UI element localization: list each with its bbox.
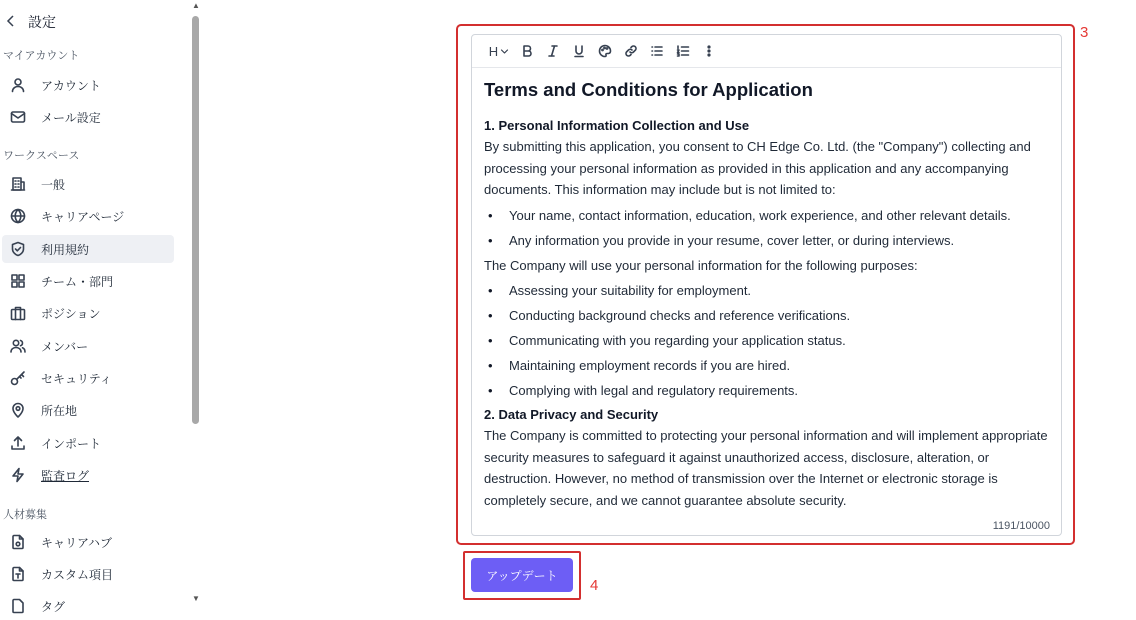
color-button[interactable] (592, 40, 618, 62)
zap-icon (10, 467, 26, 483)
key-icon (10, 370, 26, 386)
sidebar-item-account[interactable] (2, 71, 174, 99)
sidebar-item-label: セキュリティ (41, 371, 112, 386)
mail-icon (10, 109, 26, 125)
more-options-button[interactable] (696, 40, 722, 62)
sidebar-item-label: 監査ログ (41, 468, 90, 483)
collected-info-list (484, 203, 1049, 253)
sidebar-item-members[interactable] (2, 332, 174, 360)
settings-title: 設定 (28, 14, 56, 30)
sidebar-item-label: アカウント (41, 78, 101, 93)
annotation-label-button: 4 (590, 577, 599, 594)
character-count: 1191/10000 (992, 520, 1050, 532)
bold-button[interactable] (514, 40, 540, 62)
sidebar-item-label: カスタム項目 (41, 567, 114, 582)
file-text-icon (10, 566, 26, 582)
section1-heading: 1. Personal Information Collection and Use (484, 118, 750, 133)
section1-intro: By submitting this application, you consent to CH Edge Co. Ltd. (the "Company") collecting and processing your personal information as provided in this application and any accompanying documents. This information may include but is not limited to: (484, 139, 1031, 197)
building-icon (10, 176, 26, 192)
bullet-list-button[interactable] (644, 40, 670, 62)
more-icon (702, 44, 716, 58)
settings-sidebar (0, 0, 190, 614)
sidebar-item-audit-log[interactable] (2, 461, 174, 489)
sidebar-item-import[interactable] (2, 429, 174, 457)
shield-icon (10, 241, 26, 257)
heading-dropdown[interactable] (484, 40, 514, 62)
chevron-down-icon (500, 47, 509, 56)
underline-icon (572, 44, 586, 58)
scroll-thumb[interactable] (192, 16, 199, 424)
sidebar-item-label: タグ (41, 599, 66, 614)
users-icon (10, 338, 26, 354)
sidebar-item-teams[interactable] (2, 267, 174, 295)
link-icon (624, 44, 638, 58)
italic-icon (546, 44, 560, 58)
map-pin-icon (10, 402, 26, 418)
purposes-intro: The Company will use your personal information for the following purposes: (484, 257, 918, 273)
sidebar-item-label: 利用規約 (41, 242, 90, 257)
section2-text: The Company is committed to protecting your personal information and will implement appropriate security measures to safeguard it against unauthorized access, disclosure, alteration, or destruction. However, no method of transmission over the Internet or electronic storage is completely secure, and we cannot guarantee absolute security. (484, 428, 1048, 508)
bullet-list-icon (650, 44, 664, 58)
palette-icon (598, 44, 612, 58)
back-to-settings[interactable] (6, 12, 56, 32)
bold-icon (520, 44, 534, 58)
sidebar-item-label: チーム・部門 (41, 274, 114, 289)
numbered-list-button[interactable] (670, 40, 696, 62)
underline-button[interactable] (566, 40, 592, 62)
sidebar-item-terms[interactable] (2, 235, 174, 263)
section-my-account: マイアカウント (3, 50, 80, 62)
list-item: • Complying with legal and regulatory requirements. (484, 378, 1049, 403)
chevron-left-icon (6, 14, 16, 30)
annotation-label-editor: 3 (1080, 24, 1089, 41)
scroll-up-arrow-icon[interactable]: ▲ (192, 1, 200, 10)
sidebar-item-label: キャリアページ (41, 209, 125, 224)
sidebar-item-label: メール設定 (41, 110, 101, 125)
terms-title: Terms and Conditions for Application (484, 79, 813, 100)
list-item: • Communicating with you regarding your application status. (484, 328, 1049, 353)
sidebar-item-security[interactable] (2, 364, 174, 392)
sidebar-item-general[interactable] (2, 170, 174, 198)
globe-icon (10, 208, 26, 224)
update-button[interactable]: アップデート (471, 558, 573, 592)
grid-icon (10, 273, 26, 289)
sidebar-item-mail-settings[interactable] (2, 103, 174, 131)
sidebar-item-career-page[interactable] (2, 202, 174, 230)
sidebar-item-label: ポジション (41, 306, 101, 321)
sidebar-item-label: インポート (41, 436, 102, 451)
sidebar-item-label: 一般 (41, 177, 66, 192)
sidebar-item-positions[interactable] (2, 299, 174, 327)
link-button[interactable] (618, 40, 644, 62)
tag-icon (10, 598, 26, 614)
list-item: • Conducting background checks and reference verifications. (484, 303, 1049, 328)
purposes-list (484, 278, 1049, 403)
section-workspace: ワークスペース (3, 150, 80, 162)
sidebar-item-custom-fields[interactable] (2, 560, 174, 588)
sidebar-item-label: 所在地 (41, 403, 78, 418)
upload-icon (10, 435, 26, 451)
editor-toolbar (472, 35, 1061, 68)
rich-text-editor[interactable] (471, 34, 1062, 536)
section2-heading: 2. Data Privacy and Security (484, 407, 659, 422)
section-recruiting: 人材募集 (3, 509, 47, 521)
list-item: • Your name, contact information, education, work experience, and other relevant details. (484, 203, 1049, 228)
briefcase-icon (10, 305, 26, 321)
heading-label: H (488, 43, 499, 59)
editor-content[interactable] (472, 68, 1061, 511)
sidebar-item-tags[interactable] (2, 592, 174, 620)
file-settings-icon (10, 534, 26, 550)
scroll-down-arrow-icon[interactable]: ▼ (192, 594, 200, 603)
sidebar-scrollbar[interactable] (190, 0, 202, 605)
list-item: • Assessing your suitability for employment. (484, 278, 1049, 303)
user-icon (10, 77, 26, 93)
sidebar-item-locations[interactable] (2, 396, 174, 424)
italic-button[interactable] (540, 40, 566, 62)
list-item: • Maintaining employment records if you are hired. (484, 353, 1049, 378)
numbered-list-icon (676, 44, 690, 58)
sidebar-item-label: キャリアハブ (41, 535, 113, 550)
sidebar-item-career-hub[interactable] (2, 528, 174, 556)
sidebar-item-label: メンバー (41, 339, 89, 354)
list-item: • Any information you provide in your resume, cover letter, or during interviews. (484, 228, 1049, 253)
